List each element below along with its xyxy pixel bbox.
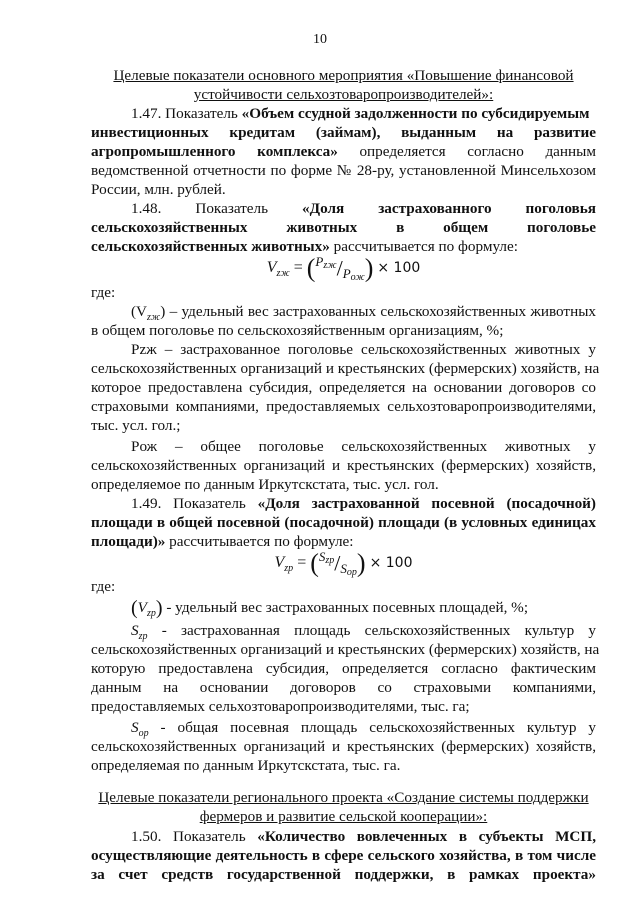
paragraph-148-line-3: сельскохозяйственных животных» рассчитывается по формуле:	[91, 238, 518, 255]
paragraph-150-line-1: 1.50. Показатель «Количество вовлеченных в субъекты МСП,	[131, 828, 596, 845]
definition-148-2-line-5: тыс. усл. гол.;	[91, 417, 181, 434]
paragraph-148-line-1: 1.48. Показатель «Доля застрахованного поголовья	[131, 200, 596, 217]
definition-148-1-line-1: $(V_{zж})$ – удельный вес застрахованных сельскохозяйственных животных	[131, 303, 596, 324]
paragraph-148-line-2: сельскохозяйственных животных в общем поголовье	[91, 219, 596, 236]
definition-149-3-line-1: $S_{op}$ - общая посевная площадь сельскохозяйственных культур у	[131, 719, 596, 740]
paragraph-149-line-2: площади в общей посевной (посадочной) площади (в условных единицах	[91, 514, 596, 531]
definition-148-3-line-2: сельскохозяйственных организаций и крестьянских (фермерских) хозяйств,	[91, 457, 596, 474]
paragraph-149-line-3: площади)» рассчитывается по формуле:	[91, 533, 354, 550]
definition-149-3-line-3: определяемая по данным Иркутскстата, тыс. га.	[91, 757, 401, 774]
definition-149-2-line-5: предоставляемых сельхозтоваропроизводителями, тыс. га;	[91, 698, 470, 715]
definition-148-3-line-3: определяемое по данным Иркутскстата, тыс. усл. гол.	[91, 476, 439, 493]
definition-149-2-line-1: $S_{zp}$ - застрахованная площадь сельскохозяйственных культур у	[131, 622, 596, 643]
section-heading-line-2: устойчивости сельхозтоваропроизводителей»:	[193, 86, 494, 103]
paragraph-149-line-1: 1.49. Показатель «Доля застрахованной посевной (посадочной)	[131, 495, 596, 512]
paragraph-147-line-5: России, млн. рублей.	[91, 181, 226, 198]
definition-148-2-line-3: которое предоставлена субсидия, определяется на основании договоров со	[91, 379, 596, 396]
section-heading-2-line-1: Целевые показатели регионального проекта «Создание системы поддержки	[98, 789, 589, 806]
page-number: 10	[313, 32, 327, 47]
formula-149: $V_{zp} = (^S_{zp}/_{Sop}) \times 100$	[274, 548, 413, 578]
where-label-149: где:	[91, 578, 116, 595]
section-heading-line-1: Целевые показатели основного мероприятия «Повышение финансовой	[113, 67, 574, 84]
formula-148: $V_{zж} = (^P_{zж}/_{Pож}) \times 100$	[266, 253, 421, 283]
definition-148-3-line-1: Pож – общее поголовье сельскохозяйственных животных у	[131, 438, 596, 455]
paragraph-150-line-3: за счет средств государственной поддержки, в рамках проекта»	[91, 866, 596, 883]
where-label-148: где:	[91, 284, 116, 301]
definition-148-1-line-2: в общем поголовье по сельскохозяйственным организациям, %;	[91, 322, 504, 339]
definition-148-2-line-1: Pzж – застрахованное поголовье сельскохозяйственных животных у	[131, 341, 596, 358]
definition-149-1-line-1: $(V_{zp})$ - удельный вес застрахованных посевных площадей, %;	[131, 597, 529, 620]
definition-148-2-line-2: сельскохозяйственных организаций и крестьянских (фермерских) хозяйств, на	[91, 360, 600, 377]
paragraph-147-line-4: ведомственной отчетности по форме № 28-ру, установленной Минсельхозом	[91, 162, 596, 179]
paragraph-150-line-2: осуществляющие деятельность в сфере сельского хозяйства, в том числе	[91, 847, 596, 864]
definition-149-3-line-2: сельскохозяйственных организаций и крестьянских (фермерских) хозяйств,	[91, 738, 596, 755]
paragraph-147-line-1: 1.47. Показатель «Объем ссудной задолженности по субсидируемым	[131, 105, 590, 122]
definition-148-2-line-4: страховыми компаниями, предоставляемых сельхозтоваропроизводителями,	[91, 398, 596, 415]
paragraph-147-line-3: агропромышленного комплекса» определяется согласно данным	[91, 143, 596, 160]
section-heading-2-line-2: фермеров и развитие сельской кооперации»:	[199, 808, 488, 825]
definition-149-2-line-4: данным на основании договоров со страховыми компаниями,	[91, 679, 596, 696]
definition-149-2-line-2: сельскохозяйственных организаций и крестьянских (фермерских) хозяйств, на	[91, 641, 600, 658]
definition-149-2-line-3: которую предоставлена субсидия, определяется согласно фактическим	[91, 660, 596, 677]
paragraph-147-line-2: инвестиционных кредитам (займам), выданным на развитие	[91, 124, 596, 141]
